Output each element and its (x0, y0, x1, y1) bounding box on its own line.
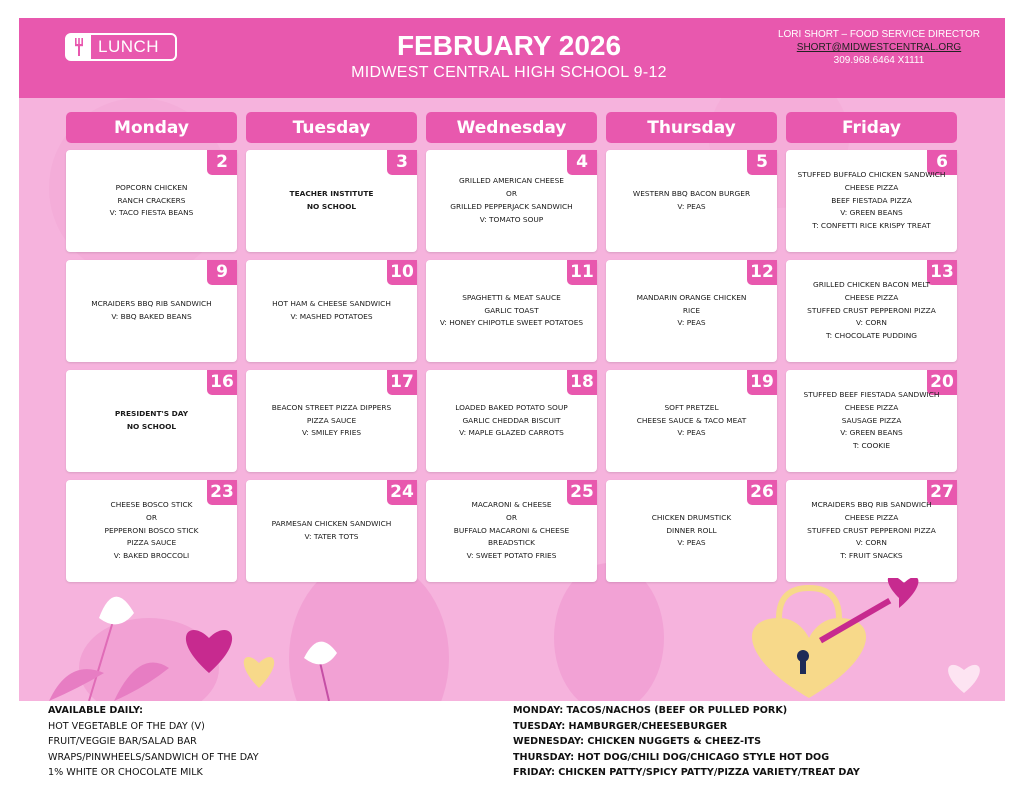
calendar-day-cell (426, 260, 597, 362)
date-number: 2 (207, 150, 237, 175)
menu-line: V: PEAS (677, 202, 706, 211)
menu-text (792, 260, 951, 362)
menu-line: CHEESE BOSCO STICK (110, 500, 193, 509)
menu-line: LOADED BAKED POTATO SOUP (455, 402, 568, 412)
menu-line: STUFFED BUFFALO CHICKEN SANDWICH (797, 170, 946, 179)
menu-text (612, 480, 771, 582)
menu-line: CHEESE SAUCE & TACO MEAT (636, 415, 747, 425)
fork-icon (67, 35, 91, 59)
decorative-illustration (19, 578, 1005, 701)
calendar-day-cell (66, 370, 237, 472)
contact-phone: 309.968.6464 X1111 (833, 55, 925, 66)
menu-line: MCRAIDERS BBQ RIB SANDWICH (91, 299, 212, 309)
contact-email-link[interactable]: SHORT@MIDWESTCENTRAL.ORG (796, 42, 962, 53)
menu-line: MCRAIDERS BBQ RIB SANDWICH (811, 500, 932, 509)
menu-text (72, 260, 231, 362)
available-title: AVAILABLE DAILY: (48, 705, 143, 716)
available-item: HOT VEGETABLE OF THE DAY (V) (48, 720, 205, 732)
menu-line: TEACHER INSTITUTE (289, 189, 374, 199)
menu-line: PRESIDENT'S DAY (114, 409, 189, 419)
menu-line: V: TOMATO SOUP (479, 214, 544, 224)
calendar-day-cell (606, 370, 777, 472)
menu-line: V: GREEN BEANS (840, 208, 903, 218)
menu-line: MACARONI & CHEESE (471, 500, 552, 509)
menu-line: T: CHOCOLATE PUDDING (825, 331, 918, 341)
menu-text (252, 150, 411, 252)
menu-line: BEEF FIESTADA PIZZA (831, 195, 912, 205)
available-item: 1% WHITE OR CHOCOLATE MILK (48, 767, 203, 779)
menu-text (432, 150, 591, 252)
menu-line: NO SCHOOL (126, 422, 177, 431)
menu-text (792, 480, 951, 582)
menu-line: GARLIC CHEDDAR BISCUIT (462, 415, 561, 425)
date-number: 12 (747, 260, 777, 285)
menu-line: MANDARIN ORANGE CHICKEN (636, 292, 747, 302)
menu-line: V: TACO FIESTA BEANS (109, 208, 194, 218)
menu-line: GARLIC TOAST (484, 305, 539, 315)
menu-line: V: TATER TOTS (304, 532, 359, 541)
menu-text (72, 150, 231, 252)
menu-line: V: HONEY CHIPOTLE SWEET POTATOES (439, 318, 584, 328)
calendar-day-cell (246, 480, 417, 582)
menu-text (612, 370, 771, 472)
date-number: 26 (747, 480, 777, 505)
available-daily (48, 703, 259, 781)
weekly-item: THURSDAY: HOT DOG/CHILI DOG/CHICAGO STYLE HOT DOG (513, 751, 830, 763)
contact-block (764, 28, 994, 67)
menu-line: RICE (682, 305, 701, 315)
available-item: WRAPS/PINWHEELS/SANDWICH OF THE DAY (48, 751, 259, 763)
date-number: 9 (207, 260, 237, 285)
menu-line: STUFFED BEEF FIESTADA SANDWICH (803, 390, 940, 399)
menu-text (252, 370, 411, 472)
menu-line: V: PEAS (677, 428, 706, 438)
heart-icon (244, 657, 274, 688)
menu-line: PARMESAN CHICKEN SANDWICH (271, 519, 392, 529)
menu-text (72, 370, 231, 472)
menu-text (252, 480, 411, 582)
calendar-day-cell (66, 260, 237, 362)
menu-line: POPCORN CHICKEN (115, 182, 188, 192)
menu-text (612, 260, 771, 362)
menu-text (432, 370, 591, 472)
menu-line: T: CONFETTI RICE KRISPY TREAT (812, 221, 931, 231)
menu-line: BEACON STREET PIZZA DIPPERS (271, 402, 392, 412)
menu-line: DINNER ROLL (666, 525, 717, 535)
weekly-item: FRIDAY: CHICKEN PATTY/SPICY PATTY/PIZZA VARIETY/TREAT DAY (513, 767, 860, 779)
calendar-day-cell (246, 260, 417, 362)
available-item: FRUIT/VEGGIE BAR/SALAD BAR (48, 736, 197, 748)
day-header-monday: Monday (66, 112, 237, 143)
tulip-icon (49, 597, 169, 701)
day-header-wednesday: Wednesday (426, 112, 597, 143)
calendar-day-cell (786, 370, 957, 472)
calendar-day-cell (426, 150, 597, 252)
page-title: FEBRUARY 2026 (396, 30, 622, 61)
calendar-day-cell (66, 150, 237, 252)
menu-line: V: CORN (856, 538, 887, 548)
lock-and-key-icon (752, 578, 918, 698)
calendar-day-cell (786, 260, 957, 362)
date-number: 16 (207, 370, 237, 395)
calendar-day-cell (786, 150, 957, 252)
date-number: 4 (567, 150, 597, 175)
date-number: 27 (927, 480, 957, 505)
lunch-logo (65, 33, 177, 61)
calendar-day-cell (66, 480, 237, 582)
menu-line: SPAGHETTI & MEAT SAUCE (462, 292, 561, 302)
menu-text (432, 260, 591, 362)
menu-line: SOFT PRETZEL (664, 402, 719, 412)
menu-line: CHEESE PIZZA (844, 292, 899, 302)
menu-line: STUFFED CRUST PEPPERONI PIZZA (807, 305, 936, 315)
menu-line: V: PEAS (677, 318, 706, 328)
menu-line: V: BAKED BROCCOLI (113, 551, 190, 561)
logo-label: LUNCH (98, 37, 160, 56)
menu-text (252, 260, 411, 362)
menu-line: GRILLED PEPPERJACK SANDWICH (450, 202, 573, 211)
menu-line: STUFFED CRUST PEPPERONI PIZZA (807, 525, 936, 535)
calendar-day-cell (246, 370, 417, 472)
menu-line: V: GREEN BEANS (840, 428, 903, 438)
day-header-tuesday: Tuesday (246, 112, 417, 143)
page-subtitle: MIDWEST CENTRAL HIGH SCHOOL 9-12 (351, 64, 667, 81)
contact-name: LORI SHORT – FOOD SERVICE DIRECTOR (777, 29, 981, 40)
date-number: 13 (927, 260, 957, 285)
heart-icon (186, 630, 232, 673)
date-number: 19 (747, 370, 777, 395)
date-number: 25 (567, 480, 597, 505)
date-number: 20 (927, 370, 957, 395)
calendar-page (19, 18, 1005, 701)
weekly-item: WEDNESDAY: CHICKEN NUGGETS & CHEEZ-ITS (513, 736, 761, 748)
day-header-friday: Friday (786, 112, 957, 143)
menu-line: GRILLED AMERICAN CHEESE (459, 176, 564, 186)
menu-text (792, 150, 951, 252)
weekly-specials (513, 703, 860, 781)
date-number: 10 (387, 260, 417, 285)
menu-line: CHEESE PIZZA (844, 182, 899, 192)
tulip-icon (304, 642, 337, 701)
date-number: 11 (567, 260, 597, 285)
calendar-day-cell (246, 150, 417, 252)
calendar-day-cell (606, 260, 777, 362)
date-number: 5 (747, 150, 777, 175)
menu-line: V: SWEET POTATO FRIES (466, 551, 557, 561)
menu-line: V: SMILEY FRIES (301, 428, 362, 438)
menu-line: V: PEAS (677, 538, 706, 548)
date-number: 3 (387, 150, 417, 175)
date-number: 23 (207, 480, 237, 505)
calendar-day-cell (426, 480, 597, 582)
menu-line: CHEESE PIZZA (844, 402, 899, 412)
menu-text (72, 480, 231, 582)
date-number: 17 (387, 370, 417, 395)
calendar-day-cell (786, 480, 957, 582)
menu-line: BREADSTICK (487, 538, 535, 548)
menu-text (612, 150, 771, 252)
page-header (19, 18, 1005, 98)
menu-line: OR (506, 512, 517, 522)
day-header-thursday: Thursday (606, 112, 777, 143)
menu-line: V: CORN (856, 318, 887, 328)
date-number: 18 (567, 370, 597, 395)
menu-line: PIZZA SAUCE (126, 538, 177, 548)
menu-line: GRILLED CHICKEN BACON MELT (813, 280, 930, 289)
menu-text (432, 480, 591, 582)
date-number: 6 (927, 150, 957, 175)
menu-line: PEPPERONI BOSCO STICK (104, 525, 199, 535)
menu-line: T: COOKIE (852, 441, 891, 451)
calendar-day-cell (606, 150, 777, 252)
menu-line: OR (506, 189, 517, 199)
menu-line: V: BBQ BAKED BEANS (111, 312, 192, 321)
menu-line: OR (146, 512, 157, 522)
menu-line: CHICKEN DRUMSTICK (651, 512, 732, 522)
calendar-day-cell (426, 370, 597, 472)
weekly-item: MONDAY: TACOS/NACHOS (BEEF OR PULLED PORK) (513, 705, 788, 716)
menu-line: BUFFALO MACARONI & CHEESE (453, 525, 570, 535)
menu-text (792, 370, 951, 472)
menu-line: T: FRUIT SNACKS (840, 551, 903, 561)
menu-line: SAUSAGE PIZZA (841, 415, 902, 425)
date-number: 24 (387, 480, 417, 505)
calendar-day-cell (606, 480, 777, 582)
menu-line: RANCH CRACKERS (117, 195, 186, 205)
menu-line: V: MAPLE GLAZED CARROTS (459, 428, 564, 438)
menu-line: CHEESE PIZZA (844, 512, 899, 522)
menu-line: WESTERN BBQ BACON BURGER (632, 189, 751, 199)
menu-line: V: MASHED POTATOES (290, 312, 373, 321)
heart-icon (948, 665, 980, 693)
menu-line: HOT HAM & CHEESE SANDWICH (272, 299, 391, 309)
menu-line: NO SCHOOL (306, 202, 357, 211)
menu-line: PIZZA SAUCE (306, 415, 357, 425)
weekly-item: TUESDAY: HAMBURGER/CHEESEBURGER (513, 720, 728, 732)
